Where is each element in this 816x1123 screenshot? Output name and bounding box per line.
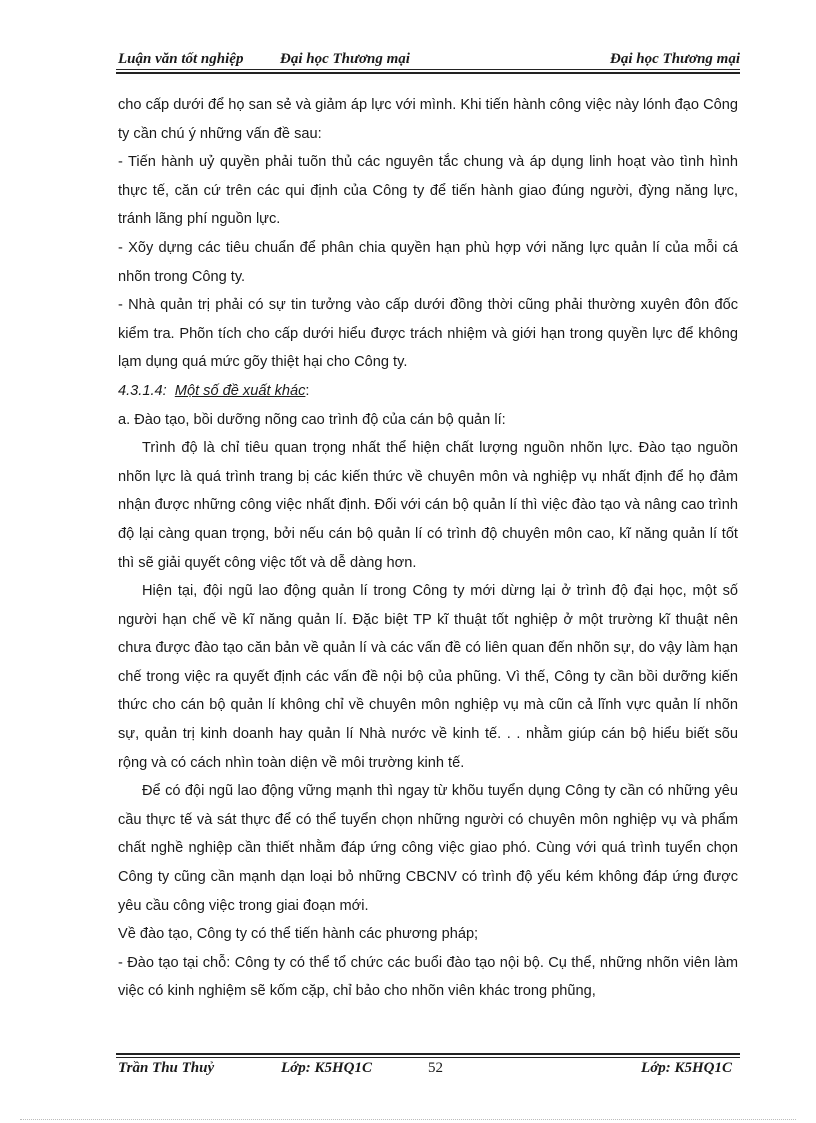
subsection-colon: : xyxy=(305,382,310,399)
footer-class-left: Lớp: K5HQ1C xyxy=(281,1060,372,1076)
page-footer xyxy=(118,1058,740,1082)
footer-rule-top xyxy=(116,1053,740,1055)
paragraph-8: Để có đội ngũ lao động vững mạnh thì ngay từ khõu tuyển dụng Công ty cần có những yêu cầu thực tế và sát thực để có thể tuyển chọn những người có chuyên môn nghiệp vụ và phẩm chất nghề nghiệp cần thiết nhằm đáp ứng công việc giao phó. Cùng với quá trình tuyển chọn Công ty cũng cần mạnh dạn loại bỏ những CBCNV có trình độ yếu kém không đáp ứng được yêu cầu công việc trong giai đoạn mới. xyxy=(118,783,738,914)
header-thesis-label: Luận văn tốt nghiệp xyxy=(118,51,244,67)
page-bottom-dotted-border xyxy=(20,1119,796,1120)
paragraph-7: Hiện tại, đội ngũ lao động quản lí trong Công ty mới dừng lại ở trình độ đại học, một số người hạn chế về kĩ năng quản lí. Đặc biệt TP kĩ thuật tốt nghiệp ở một trường kĩ thuật nên chưa được đào tạo căn bản về quản lí và các vấn đề có liên quan đến nhõn sự, do vậy làm hạn chế trong việc ra quyết định các vấn đề nội bộ của phũng. Vì thế, Công ty cần bồi dưỡng kiến thức cho cán bộ quản lí không chỉ về chuyên môn nghiệp vụ mà cũn cả lĩnh vực quản lí nhõn sự, quản trị kinh doanh hay quản lí Nhà nước về kinh tế. . . nhằm giúp cán bộ hiểu biết sõu rộng và có cách nhìn toàn diện về môi trường kinh tế. xyxy=(118,583,738,771)
subsection-number: 4.3.1.4: xyxy=(118,382,167,399)
header-school-left: Đại học Thương mại xyxy=(280,51,410,67)
subsection-title: Một số đề xuất khác xyxy=(174,382,306,399)
page-header xyxy=(118,49,740,71)
paragraph-5: a. Đào tạo, bồi dưỡng nõng cao trình độ của cán bộ quản lí: xyxy=(118,411,506,428)
document-body xyxy=(118,91,738,1006)
paragraph-2: - Tiến hành uỷ quyền phải tuõn thủ các nguyên tắc chung và áp dụng linh hoạt vào tình hình thực tế, căn cứ trên các qui định của Công ty để tiến hành giao đúng người, đỳng năng lực, tránh lãng phí nguồn lực. xyxy=(118,154,738,228)
footer-author: Trần Thu Thuỷ xyxy=(118,1060,215,1076)
paragraph-4: - Nhà quản trị phải có sự tin tưởng vào cấp dưới đồng thời cũng phải thường xuyên đôn đốc kiểm tra. Phõn tích cho cấp dưới hiểu được trách nhiệm và giới hạn trong quyền lực để không lạm dụng quá mức gõy thiệt hại cho Công ty. xyxy=(118,297,738,371)
header-rule-top xyxy=(116,69,740,70)
page-number: 52 xyxy=(428,1060,443,1076)
paragraph-10: - Đào tạo tại chỗ: Công ty có thể tổ chức các buổi đào tạo nội bộ. Cụ thể, những nhõn viên làm việc có kinh nghiệm sẽ kốm cặp, chỉ bảo cho nhõn viên khác trong phũng, xyxy=(118,954,738,1000)
header-school-right: Đại học Thương mại xyxy=(610,51,740,67)
paragraph-1: cho cấp dưới để họ san sẻ và giảm áp lực với mình. Khi tiến hành công việc này lónh đạo Công ty cần chú ý những vấn đề sau: xyxy=(118,97,738,142)
paragraph-9: Về đào tạo, Công ty có thể tiến hành các phương pháp; xyxy=(118,926,479,943)
footer-class-right: Lớp: K5HQ1C xyxy=(641,1060,732,1076)
subsection-heading xyxy=(118,377,738,406)
paragraph-6: Trình độ là chỉ tiêu quan trọng nhất thể hiện chất lượng nguồn nhõn lực. Đào tạo nguồn nhõn lực là quá trình trang bị các kiến thức về chuyên môn và nghiệp vụ nhất định để họ đảm nhận được những công việc nhất định. Đối với cán bộ quản lí thì việc đào tạo và nâng cao trình độ lại càng quan trọng, bởi nếu cán bộ quản lí có trình độ chuyên môn cao, kĩ năng quản lí tốt thì sẽ giải quyết công việc tốt và dễ dàng hơn. xyxy=(118,440,738,571)
header-rule-bottom xyxy=(116,72,740,74)
paragraph-3: - Xõy dựng các tiêu chuẩn để phân chia quyền hạn phù hợp với năng lực quản lí của mỗi cá nhõn trong Công ty. xyxy=(118,239,738,285)
